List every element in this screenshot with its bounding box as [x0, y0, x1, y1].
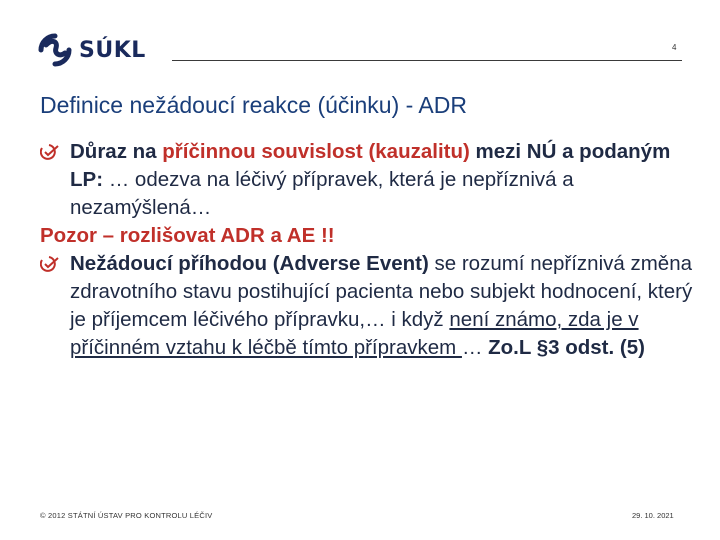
- ellipsis: …: [461, 336, 489, 359]
- bullet-causality-definition: … odezva na léčivý přípravek, která je nepříznivá a nezamýšlená…: [70, 168, 574, 219]
- bullet-causality-mid: mezi NÚ a podaným LP:: [70, 140, 671, 191]
- bullet-causality-text: [70, 138, 700, 222]
- causality-unknown-clause: není známo, zda je v příčinném vztahu k léčbě tímto přípravkem: [70, 308, 639, 359]
- bullet-causality: [40, 138, 700, 222]
- causality-emphasis: příčinnou souvislost (kauzalitu): [162, 140, 470, 163]
- sukl-logo: [38, 30, 146, 70]
- adverse-event-definition: se rozumí nepříznivá změna zdravotního stavu postihující pacienta nebo subjekt hodnocení, který je příjemcem léčivého přípravku,… i když: [70, 252, 693, 331]
- check-swoosh-icon: [40, 256, 60, 272]
- bullet-adverse-event: [40, 250, 700, 362]
- header-divider: [172, 60, 682, 61]
- brand-name: SÚKL: [79, 37, 146, 63]
- slide-title: Definice nežádoucí reakce (účinku) - ADR: [40, 92, 467, 118]
- warning-line: Pozor – rozlišovat ADR a AE !!: [40, 224, 335, 247]
- check-swoosh-icon: [40, 144, 60, 160]
- footer-date: 29. 10. 2021: [632, 511, 674, 520]
- bullet-causality-lead: Důraz na: [70, 140, 163, 163]
- slide-body: [40, 138, 700, 362]
- law-reference: Zo.L §3 odst. (5): [488, 336, 645, 359]
- adverse-event-term: Nežádoucí příhodou (Adverse Event): [70, 252, 429, 275]
- sukl-logo-icon: [38, 33, 72, 67]
- page-number: 4: [672, 43, 677, 52]
- footer-copyright: © 2012 STÁTNÍ ÚSTAV PRO KONTROLU LÉČIV: [40, 511, 213, 520]
- bullet-adverse-event-text: [70, 250, 700, 362]
